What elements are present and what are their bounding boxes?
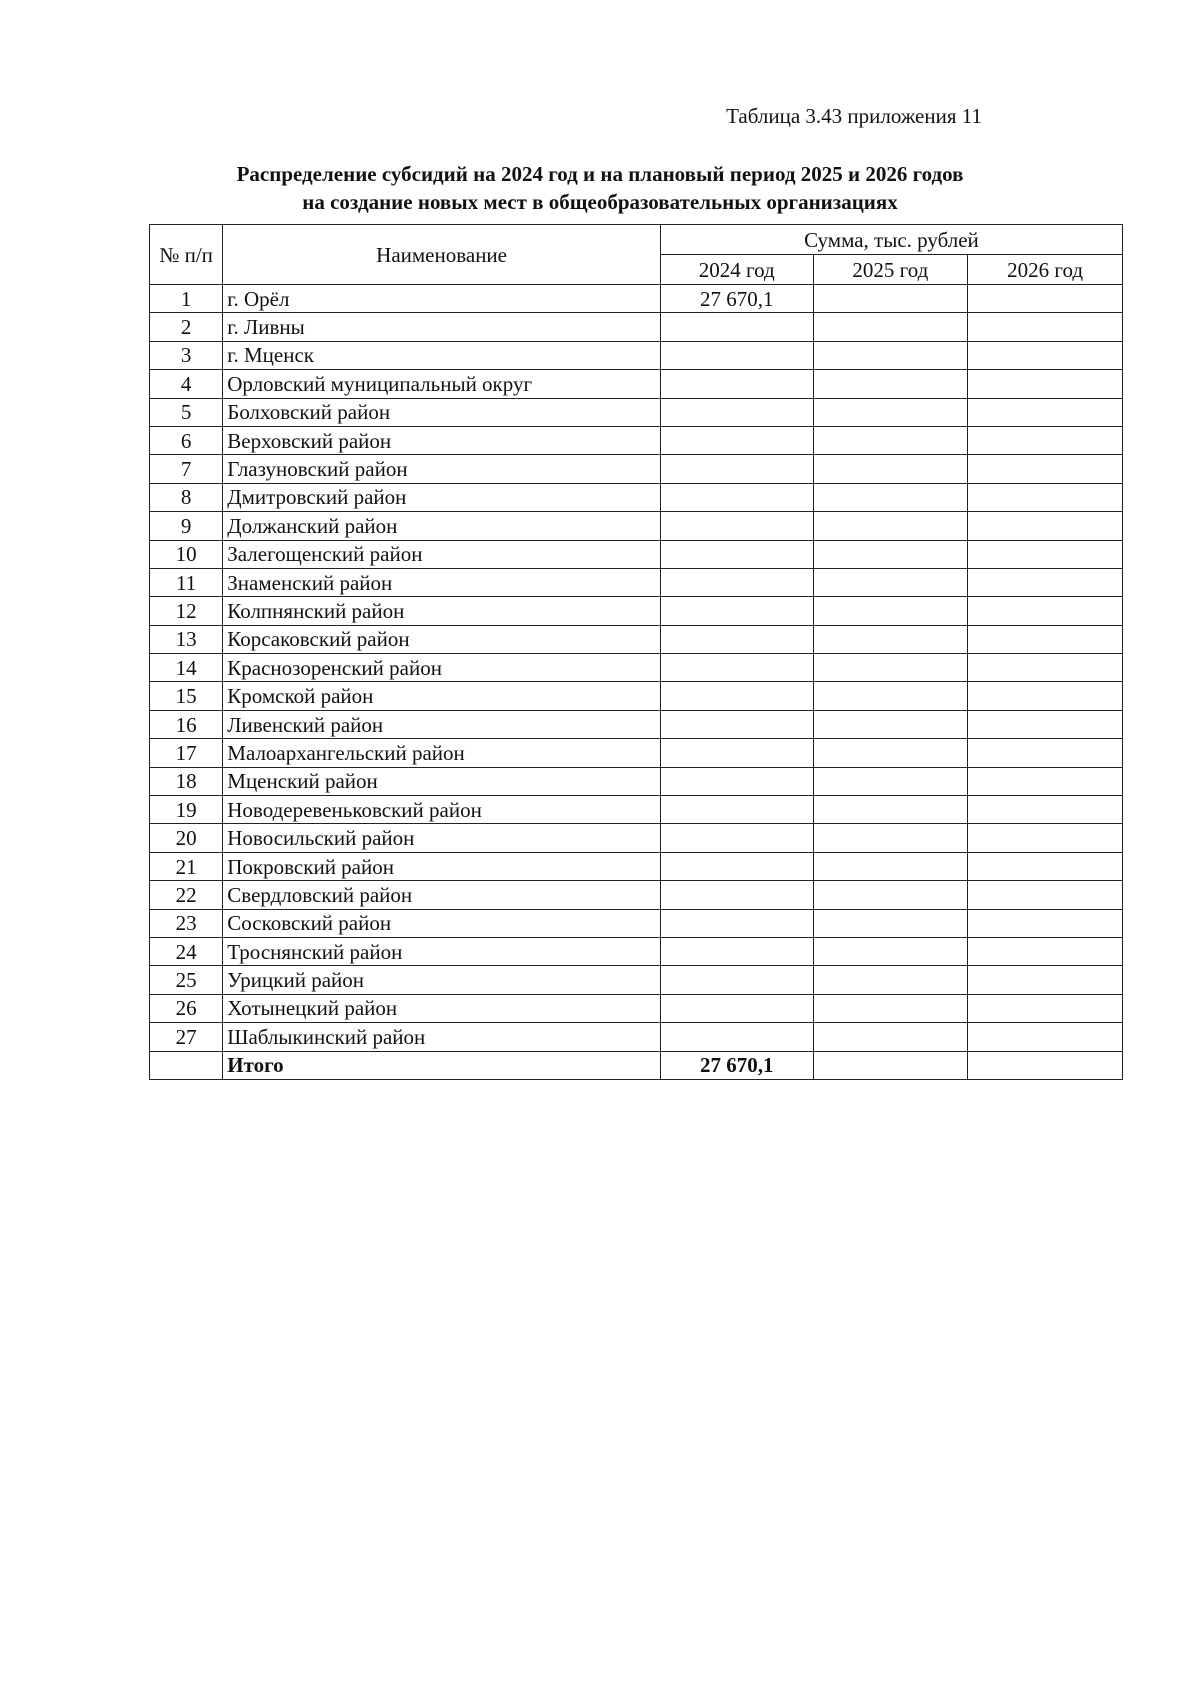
- table-row: [150, 313, 1123, 341]
- row-value-2024: [660, 597, 813, 625]
- row-name: Верховский район: [223, 426, 661, 454]
- row-name: Должанский район: [223, 512, 661, 540]
- table-body: [150, 285, 1123, 1080]
- row-value-2024: [660, 398, 813, 426]
- row-value-2025: [813, 512, 968, 540]
- row-name: Свердловский район: [223, 881, 661, 909]
- row-value-2024: [660, 767, 813, 795]
- row-value-2025: [813, 824, 968, 852]
- row-number: 9: [150, 512, 223, 540]
- table-row: [150, 654, 1123, 682]
- row-name: Ливенский район: [223, 710, 661, 738]
- row-name: Хотынецкий район: [223, 994, 661, 1022]
- row-value-2025: [813, 540, 968, 568]
- row-name: Краснозоренский район: [223, 654, 661, 682]
- row-value-2025: [813, 739, 968, 767]
- table-row: [150, 483, 1123, 511]
- row-value-2025: [813, 796, 968, 824]
- row-value-2024: [660, 426, 813, 454]
- header-num: № п/п: [150, 225, 223, 285]
- table-row: [150, 852, 1123, 880]
- row-name: Колпнянский район: [223, 597, 661, 625]
- row-number: 3: [150, 341, 223, 369]
- row-name: Шаблыкинский район: [223, 1023, 661, 1051]
- row-value-2026: [968, 313, 1123, 341]
- row-value-2026: [968, 597, 1123, 625]
- row-value-2024: [660, 341, 813, 369]
- row-number: 27: [150, 1023, 223, 1051]
- row-value-2025: [813, 994, 968, 1022]
- row-number: 24: [150, 937, 223, 965]
- row-value-2026: [968, 398, 1123, 426]
- row-number: 1: [150, 285, 223, 313]
- row-value-2025: [813, 341, 968, 369]
- row-value-2024: [660, 824, 813, 852]
- document-title: [150, 160, 1050, 216]
- row-number: 14: [150, 654, 223, 682]
- row-name: г. Мценск: [223, 341, 661, 369]
- row-number: 4: [150, 370, 223, 398]
- row-value-2026: [968, 654, 1123, 682]
- table-caption: Таблица 3.43 приложения 11: [726, 104, 982, 128]
- row-value-2025: [813, 966, 968, 994]
- row-value-2024: [660, 852, 813, 880]
- title-line-2: на создание новых мест в общеобразовательных организациях: [302, 190, 898, 214]
- row-value-2026: [968, 682, 1123, 710]
- row-value-2026: [968, 625, 1123, 653]
- total-row: [150, 1051, 1123, 1079]
- row-value-2024: [660, 625, 813, 653]
- row-value-2024: [660, 313, 813, 341]
- row-value-2026: [968, 767, 1123, 795]
- row-name: Корсаковский район: [223, 625, 661, 653]
- row-value-2026: [968, 483, 1123, 511]
- row-value-2025: [813, 682, 968, 710]
- row-number: 10: [150, 540, 223, 568]
- row-number: 23: [150, 909, 223, 937]
- row-value-2024: [660, 1023, 813, 1051]
- row-value-2025: [813, 710, 968, 738]
- row-name: Новосильский район: [223, 824, 661, 852]
- header-year-2026: 2026 год: [968, 255, 1123, 285]
- row-name: Знаменский район: [223, 568, 661, 596]
- row-value-2025: [813, 767, 968, 795]
- row-value-2026: [968, 739, 1123, 767]
- row-number: 18: [150, 767, 223, 795]
- row-value-2025: [813, 1023, 968, 1051]
- row-value-2026: [968, 937, 1123, 965]
- row-number: 5: [150, 398, 223, 426]
- row-value-2025: [813, 937, 968, 965]
- table-row: [150, 767, 1123, 795]
- row-value-2025: [813, 909, 968, 937]
- row-value-2024: [660, 966, 813, 994]
- table-row: [150, 881, 1123, 909]
- table-row: [150, 568, 1123, 596]
- row-name: Сосковский район: [223, 909, 661, 937]
- row-number: 2: [150, 313, 223, 341]
- table-row: [150, 512, 1123, 540]
- table-row: [150, 994, 1123, 1022]
- row-number: 21: [150, 852, 223, 880]
- row-name: Болховский район: [223, 398, 661, 426]
- row-value-2024: [660, 455, 813, 483]
- row-number: 12: [150, 597, 223, 625]
- row-number: 26: [150, 994, 223, 1022]
- table-row: [150, 824, 1123, 852]
- row-value-2026: [968, 796, 1123, 824]
- row-value-2024: [660, 937, 813, 965]
- total-value-2026: [968, 1051, 1123, 1079]
- total-number-empty: [150, 1051, 223, 1079]
- row-value-2026: [968, 852, 1123, 880]
- header-year-2025: 2025 год: [813, 255, 968, 285]
- header-sum: Сумма, тыс. рублей: [660, 225, 1122, 255]
- table-row: [150, 540, 1123, 568]
- row-number: 13: [150, 625, 223, 653]
- row-value-2024: [660, 881, 813, 909]
- row-value-2026: [968, 966, 1123, 994]
- row-number: 22: [150, 881, 223, 909]
- table-row: [150, 625, 1123, 653]
- row-value-2025: [813, 426, 968, 454]
- table-row: [150, 937, 1123, 965]
- row-number: 8: [150, 483, 223, 511]
- row-value-2025: [813, 313, 968, 341]
- total-value-2024: 27 670,1: [660, 1051, 813, 1079]
- row-value-2025: [813, 597, 968, 625]
- subsidy-table: [149, 224, 1123, 1080]
- row-value-2024: [660, 682, 813, 710]
- row-name: Глазуновский район: [223, 455, 661, 483]
- row-name: Мценский район: [223, 767, 661, 795]
- row-value-2026: [968, 881, 1123, 909]
- row-value-2026: [968, 824, 1123, 852]
- row-value-2024: [660, 654, 813, 682]
- table-row: [150, 426, 1123, 454]
- header-name: Наименование: [223, 225, 661, 285]
- row-name: Покровский район: [223, 852, 661, 880]
- row-value-2025: [813, 625, 968, 653]
- row-name: Дмитровский район: [223, 483, 661, 511]
- table-row: [150, 1023, 1123, 1051]
- table-row: [150, 455, 1123, 483]
- table-row: [150, 739, 1123, 767]
- row-name: Троснянский район: [223, 937, 661, 965]
- row-value-2025: [813, 285, 968, 313]
- row-value-2026: [968, 568, 1123, 596]
- row-number: 11: [150, 568, 223, 596]
- row-number: 19: [150, 796, 223, 824]
- title-line-1: Распределение субсидий на 2024 год и на плановый период 2025 и 2026 годов: [236, 162, 964, 186]
- row-value-2024: [660, 994, 813, 1022]
- table-row: [150, 398, 1123, 426]
- row-value-2026: [968, 1023, 1123, 1051]
- row-value-2024: [660, 512, 813, 540]
- row-name: Урицкий район: [223, 966, 661, 994]
- row-value-2025: [813, 568, 968, 596]
- row-value-2026: [968, 341, 1123, 369]
- row-value-2024: [660, 796, 813, 824]
- table-row: [150, 682, 1123, 710]
- row-value-2026: [968, 540, 1123, 568]
- row-number: 15: [150, 682, 223, 710]
- row-number: 16: [150, 710, 223, 738]
- row-value-2026: [968, 512, 1123, 540]
- row-number: 17: [150, 739, 223, 767]
- table-row: [150, 597, 1123, 625]
- row-value-2026: [968, 370, 1123, 398]
- row-name: Орловский муниципальный округ: [223, 370, 661, 398]
- row-value-2024: [660, 739, 813, 767]
- row-value-2026: [968, 285, 1123, 313]
- row-value-2025: [813, 852, 968, 880]
- row-number: 7: [150, 455, 223, 483]
- row-name: Залегощенский район: [223, 540, 661, 568]
- row-number: 6: [150, 426, 223, 454]
- table-row: [150, 370, 1123, 398]
- row-number: 20: [150, 824, 223, 852]
- table-row: [150, 341, 1123, 369]
- row-name: Кромской район: [223, 682, 661, 710]
- total-value-2025: [813, 1051, 968, 1079]
- row-value-2025: [813, 455, 968, 483]
- row-value-2025: [813, 398, 968, 426]
- table-row: [150, 710, 1123, 738]
- row-value-2024: 27 670,1: [660, 285, 813, 313]
- table-row: [150, 796, 1123, 824]
- row-value-2026: [968, 455, 1123, 483]
- row-name: Малоархангельский район: [223, 739, 661, 767]
- row-value-2025: [813, 483, 968, 511]
- row-name: Новодеревеньковский район: [223, 796, 661, 824]
- table-row: [150, 909, 1123, 937]
- row-value-2026: [968, 426, 1123, 454]
- row-value-2024: [660, 483, 813, 511]
- table-row: [150, 285, 1123, 313]
- row-number: 25: [150, 966, 223, 994]
- row-value-2026: [968, 909, 1123, 937]
- row-value-2024: [660, 568, 813, 596]
- row-value-2024: [660, 370, 813, 398]
- header-year-2024: 2024 год: [660, 255, 813, 285]
- row-value-2025: [813, 654, 968, 682]
- row-value-2025: [813, 881, 968, 909]
- row-name: г. Ливны: [223, 313, 661, 341]
- row-value-2026: [968, 710, 1123, 738]
- row-value-2024: [660, 710, 813, 738]
- total-label: Итого: [223, 1051, 661, 1079]
- row-name: г. Орёл: [223, 285, 661, 313]
- table-row: [150, 966, 1123, 994]
- row-value-2026: [968, 994, 1123, 1022]
- row-value-2025: [813, 370, 968, 398]
- row-value-2024: [660, 909, 813, 937]
- row-value-2024: [660, 540, 813, 568]
